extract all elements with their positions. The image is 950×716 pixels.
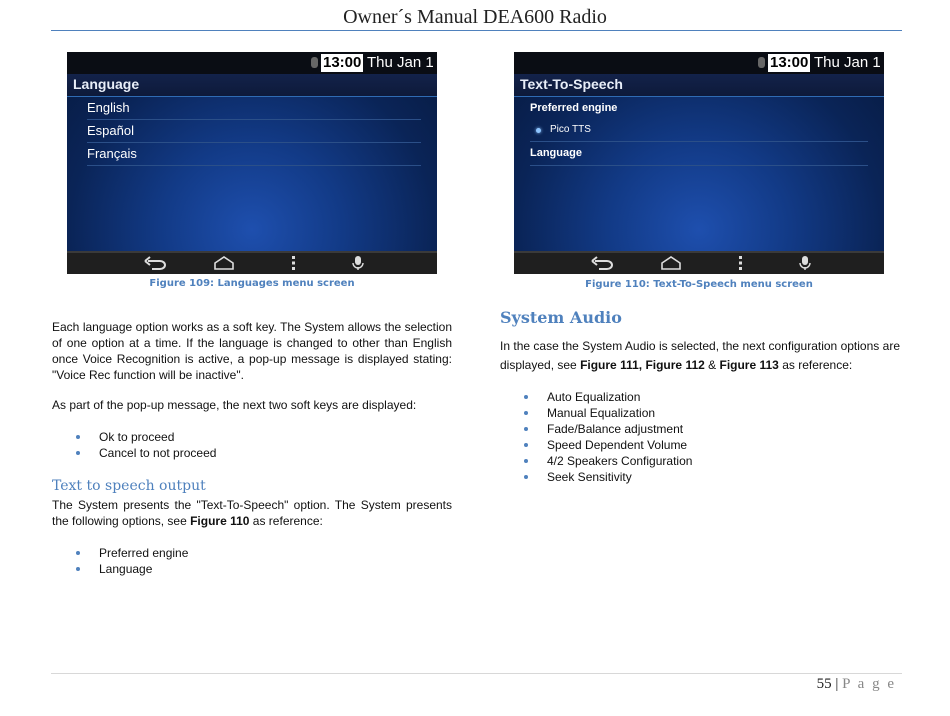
menu-icon[interactable] xyxy=(736,255,746,271)
screen-title: Language xyxy=(73,76,140,92)
list-item: Manual Equalization xyxy=(500,405,900,421)
home-icon[interactable] xyxy=(659,255,683,271)
page-number: 55 xyxy=(816,676,832,692)
signal-icon xyxy=(758,57,765,68)
engine-divider xyxy=(530,119,868,142)
tts-paragraph-text: The System presents the "Text-To-Speech" option. The System presents the following options, see xyxy=(52,498,452,528)
status-date: Thu Jan 1 xyxy=(367,54,434,71)
microphone-icon[interactable] xyxy=(799,255,811,271)
system-audio-options-list xyxy=(500,389,900,485)
figure-111-reference: Figure 111 xyxy=(580,358,639,372)
footer-divider xyxy=(51,673,902,674)
preferred-engine-header: Preferred engine xyxy=(530,102,618,114)
status-clock: 13:00 xyxy=(770,54,809,71)
system-audio-heading: System Audio xyxy=(500,308,622,327)
figure-112-reference: Figure 112 xyxy=(645,358,705,372)
footer-separator: | xyxy=(835,676,839,692)
tts-menu-screenshot xyxy=(514,52,884,274)
figure-109-caption: Figure 109: Languages menu screen xyxy=(149,278,355,289)
screen-title: Text-To-Speech xyxy=(520,76,623,92)
status-date: Thu Jan 1 xyxy=(814,54,881,71)
language-menu-screenshot xyxy=(67,52,437,274)
list-item: Language xyxy=(52,561,452,577)
figure-110-caption: Figure 110: Text-To-Speech menu screen xyxy=(585,279,813,290)
nav-bar xyxy=(514,251,884,274)
popup-keys-list xyxy=(52,429,452,461)
engine-option-pico-tts[interactable]: Pico TTS xyxy=(550,124,591,135)
language-paragraph: Each language option works as a soft key. The System allows the selection of one option at a time. If the language is changed to other than English once Voice Recognition is active, a pop-up message is displayed stating: "Voice Rec function will be inactive". xyxy=(52,320,452,382)
page-label: P a g e xyxy=(842,676,896,692)
microphone-icon[interactable] xyxy=(352,255,364,271)
reference-separator: & xyxy=(704,358,720,372)
reference-separator: , xyxy=(638,358,646,372)
page-footer xyxy=(817,676,896,693)
signal-icon xyxy=(311,57,318,68)
tts-paragraph-tail: as reference: xyxy=(249,514,323,528)
home-icon[interactable] xyxy=(212,255,236,271)
list-item: Ok to proceed xyxy=(52,429,452,445)
language-option-english[interactable]: English xyxy=(87,96,421,120)
popup-paragraph: As part of the pop-up message, the next two soft keys are displayed: xyxy=(52,398,417,412)
page-header-title: Owner´s Manual DEA600 Radio xyxy=(343,6,607,28)
menu-icon[interactable] xyxy=(289,255,299,271)
figure-110-reference: Figure 110 xyxy=(190,514,250,528)
tts-heading: Text to speech output xyxy=(52,478,206,494)
system-audio-tail: as reference: xyxy=(778,358,853,372)
list-item: 4/2 Speakers Configuration xyxy=(500,453,900,469)
list-item: Auto Equalization xyxy=(500,389,900,405)
system-audio-text: In the case the System Audio is selected, the next configuration options are displayed, see xyxy=(500,339,900,372)
list-item: Speed Dependent Volume xyxy=(500,437,900,453)
tts-options-list xyxy=(52,545,452,577)
tts-paragraph xyxy=(52,497,452,529)
figure-113-reference: Figure 113 xyxy=(719,358,779,372)
list-item: Seek Sensitivity xyxy=(500,469,900,485)
header-divider xyxy=(51,30,902,31)
back-icon[interactable] xyxy=(143,255,167,271)
language-option-francais[interactable]: Français xyxy=(87,142,421,166)
nav-bar xyxy=(67,251,437,274)
system-audio-paragraph xyxy=(500,337,900,375)
list-item: Cancel to not proceed xyxy=(52,445,452,461)
status-clock: 13:00 xyxy=(323,54,362,71)
tts-language-option[interactable]: Language xyxy=(530,142,868,166)
back-icon[interactable] xyxy=(590,255,614,271)
language-option-espanol[interactable]: Español xyxy=(87,119,421,143)
list-item: Preferred engine xyxy=(52,545,452,561)
list-item: Fade/Balance adjustment xyxy=(500,421,900,437)
